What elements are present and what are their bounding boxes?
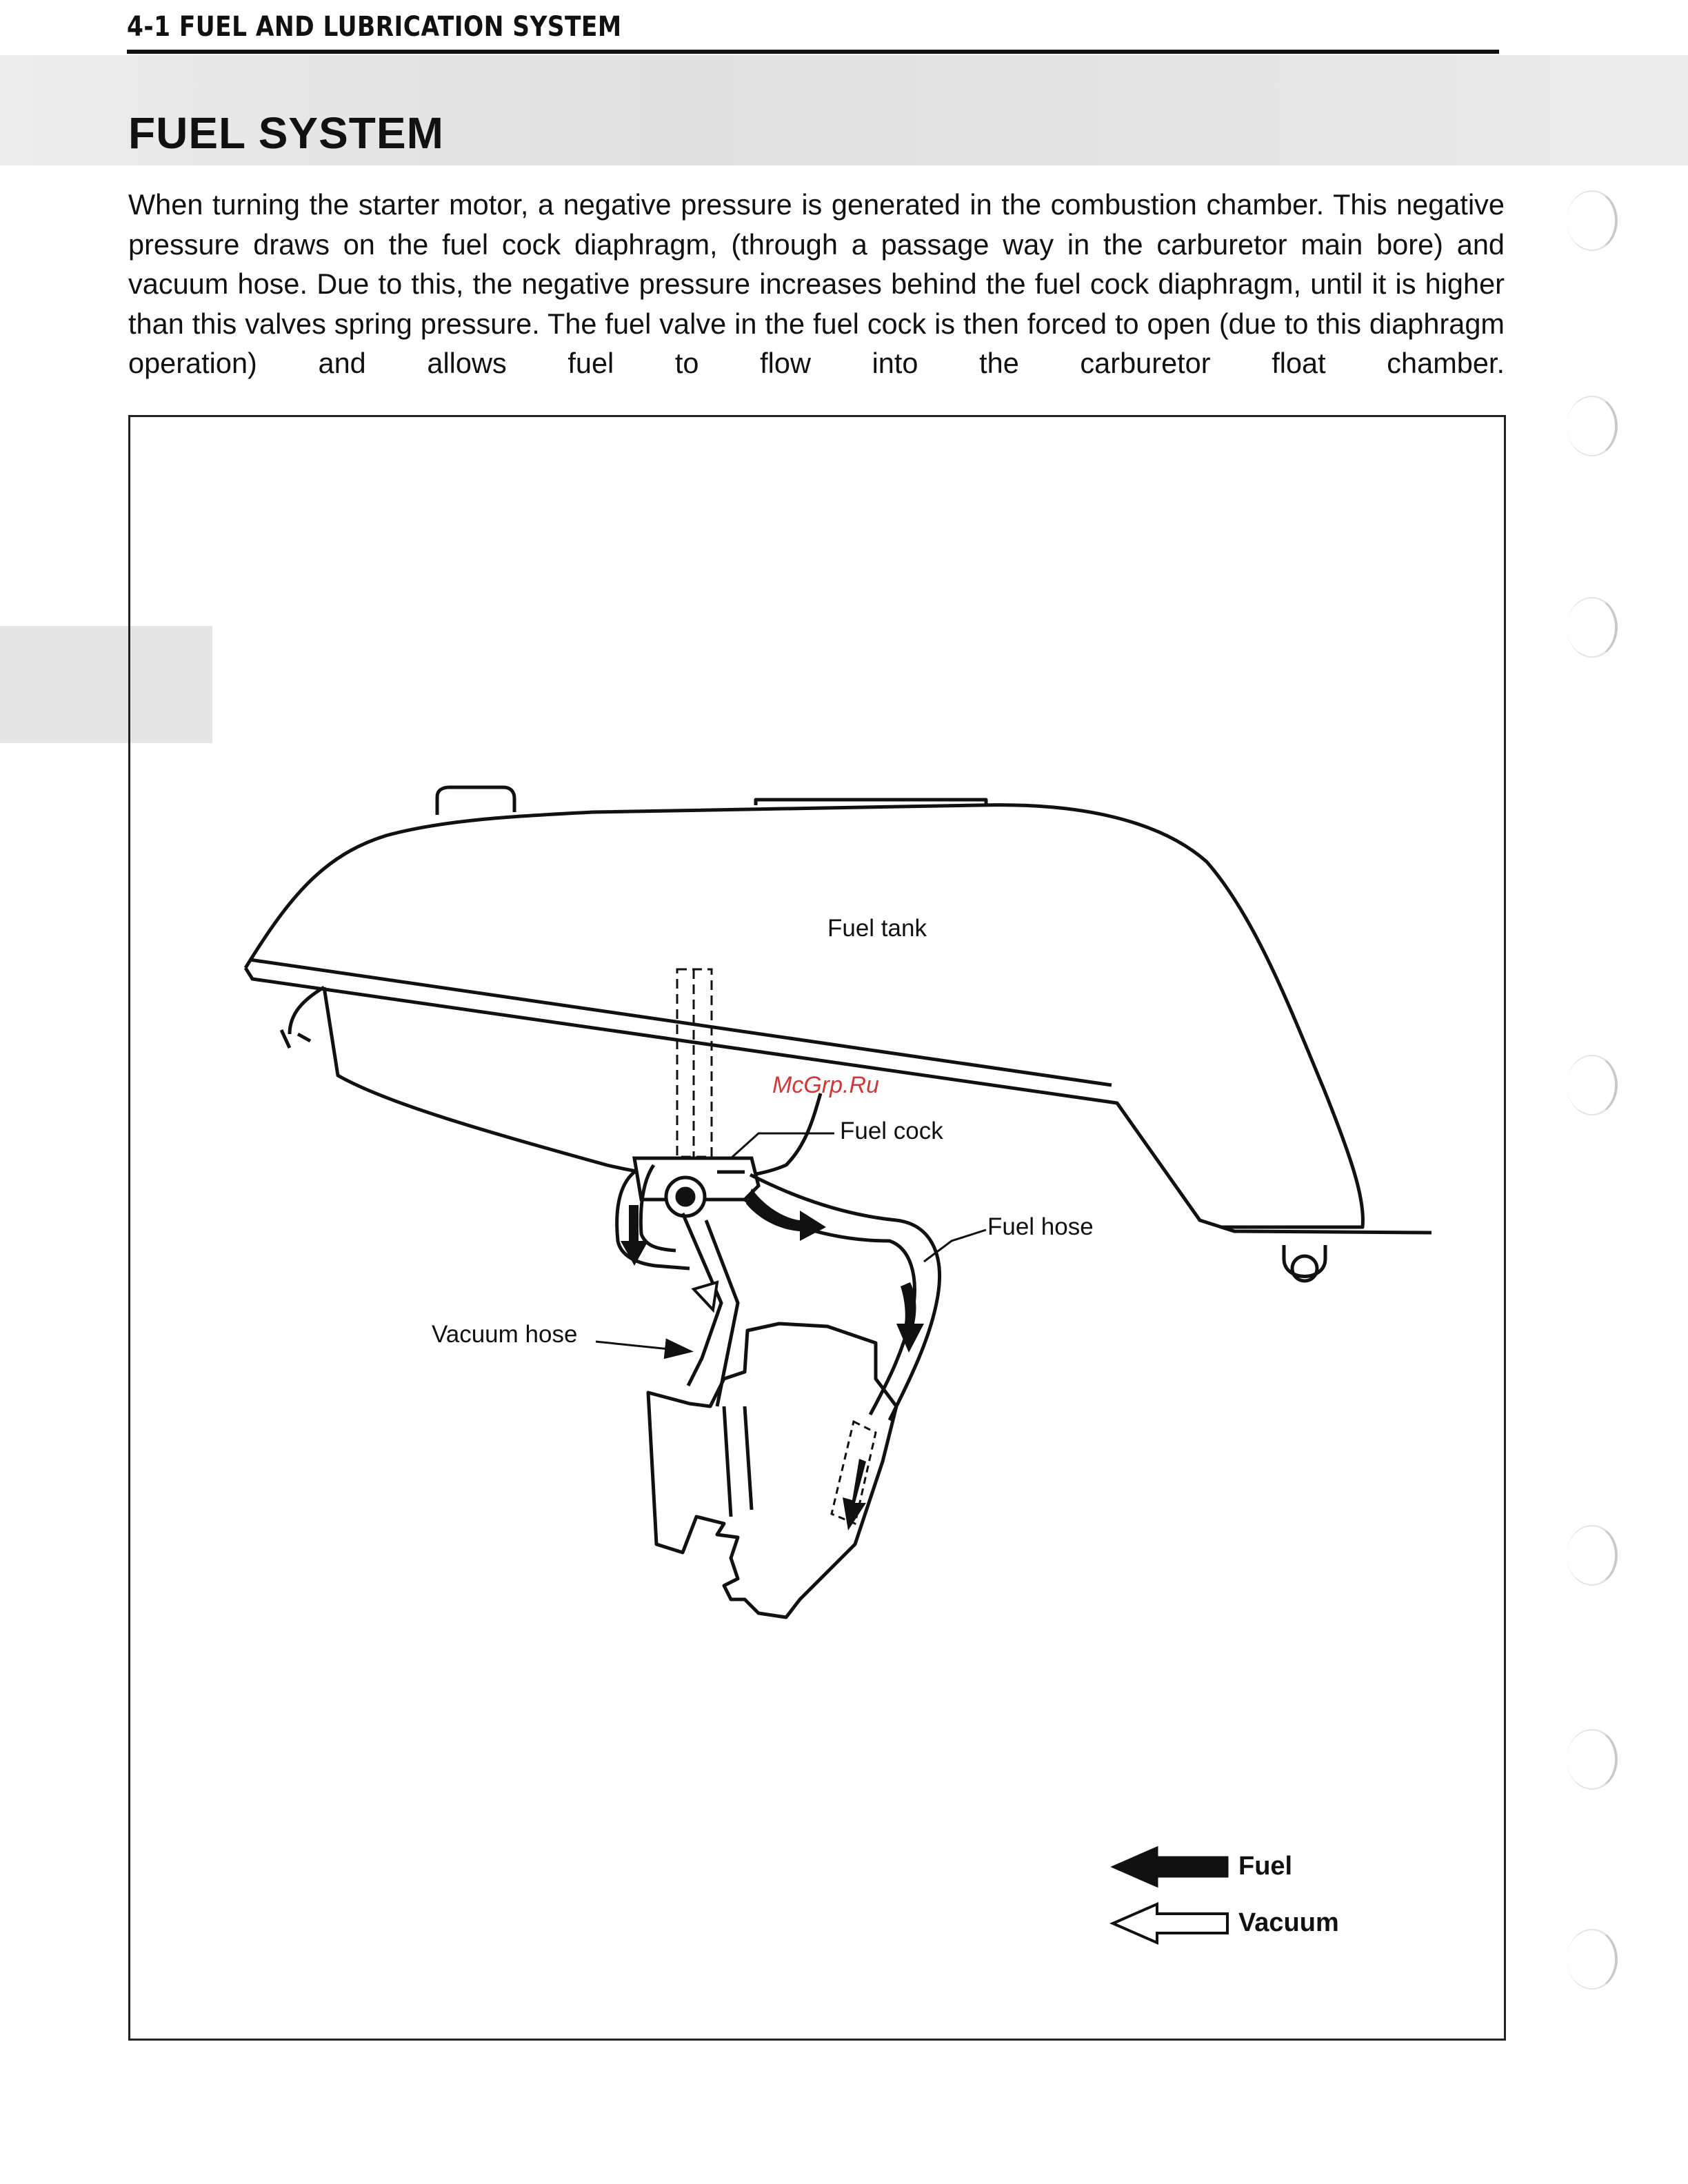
vacuum-hose-label: Vacuum hose bbox=[432, 1321, 578, 1348]
legend-vacuum-label: Vacuum bbox=[1238, 1908, 1339, 1937]
fuel-cock-label: Fuel cock bbox=[840, 1118, 943, 1144]
vacuum-flow-arrow bbox=[694, 1282, 717, 1310]
legend-vacuum-arrow bbox=[1113, 1904, 1227, 1943]
fuel-hose-label: Fuel hose bbox=[987, 1213, 1094, 1240]
page-header-text: 4-1 FUEL AND LUBRICATION SYSTEM bbox=[127, 11, 622, 43]
watermark: McGrp.Ru bbox=[772, 1072, 879, 1098]
legend-fuel-arrow bbox=[1113, 1848, 1227, 1886]
fuel-tank bbox=[245, 787, 1431, 1281]
fuel-pickup-pipe bbox=[677, 969, 712, 1157]
section-title: FUEL SYSTEM bbox=[128, 108, 444, 158]
legend-fuel-label: Fuel bbox=[1238, 1852, 1293, 1881]
fuel-tank-label: Fuel tank bbox=[827, 915, 927, 942]
body-paragraph: When turning the starter motor, a negative pressure is generated in the combustion chamber. This negative pressure draws on the fuel cock diaphragm, (through a passage way in the carburetor main bore) and vacuum hose. Due to this, the negative pressure increases behind the fuel cock diaphragm, until it is higher than this valves spring pressure. The fuel valve in the fuel cock is then forced to open (due to this diaphragm operation) and allows fuel to flow into the carburetor float chamber. bbox=[128, 188, 1505, 379]
